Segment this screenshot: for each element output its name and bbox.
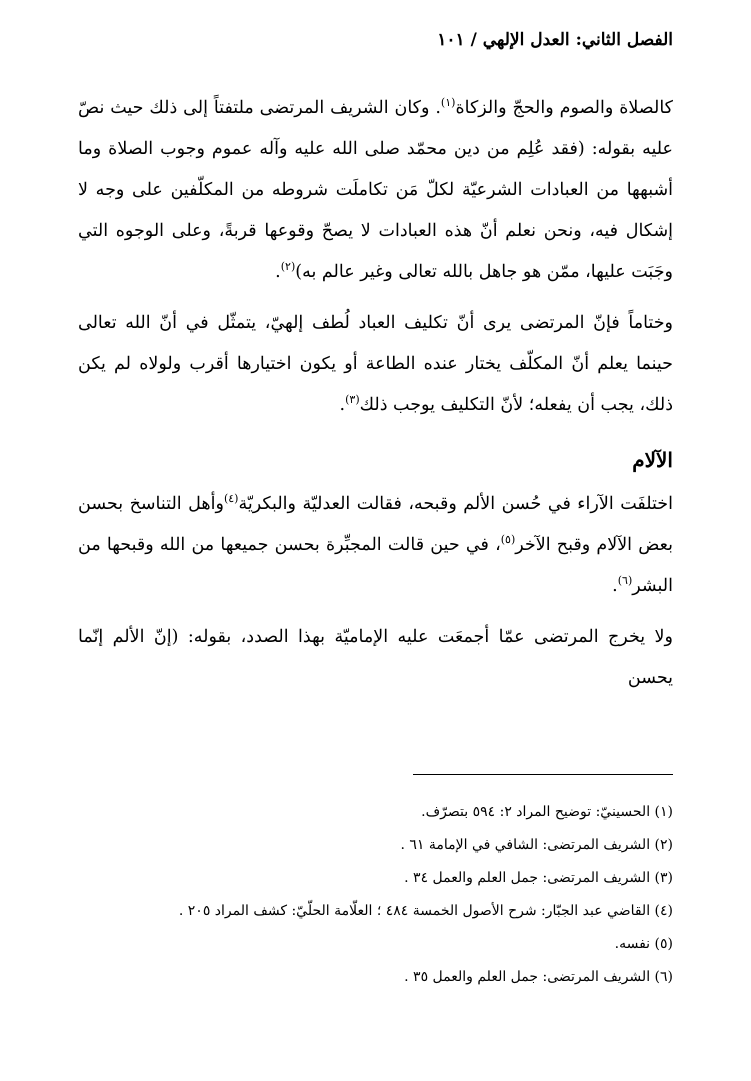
footnote-divider [413, 774, 673, 775]
footnote-1: (١) الحسينيّ: توضيح المراد ٢: ٥٩٤ بتصرّف. [421, 804, 673, 820]
paragraph-3-text-d: . [612, 576, 618, 596]
footnote-3: (٣) الشريف المرتضى: جمل العلم والعمل ٣٤ . [404, 870, 673, 886]
main-text [78, 88, 673, 699]
paragraph-2-text-b: . [339, 395, 346, 415]
paragraph-2 [78, 303, 673, 426]
footnote-2: (٢) الشريف المرتضى: الشافي في الإمامة ٦١ . [400, 837, 673, 853]
footnote-4: (٤) القاضي عبد الجبّار: شرح الأصول الخمسة ٤٨٤ ؛ العلّامة الحلّيّ: كشف المراد ٢٠٥ . [178, 903, 673, 919]
paragraph-1 [78, 88, 673, 293]
footnote-ref-5[interactable]: (٥) [500, 533, 516, 547]
footnote-ref-2[interactable]: (٢) [280, 260, 296, 274]
footnote-ref-4[interactable]: (٤) [223, 492, 239, 506]
footnote-ref-1[interactable]: (١) [440, 96, 456, 110]
footnotes [78, 796, 673, 994]
footnote-ref-6[interactable]: (٦) [617, 574, 633, 588]
footnote-ref-3[interactable]: (٣) [345, 393, 360, 407]
paragraph-3-text-b: وأهل التناسخ بحسن بعض الآلام وقبح الآخر [78, 494, 673, 555]
page-header: الفصل الثاني: العدل الإلهي / ١٠١ [437, 30, 673, 50]
paragraph-3-text-a: اختلفَت الآراء في حُسن الألم وقبحه، فقالت العدليّة والبكريّة [238, 494, 673, 514]
paragraph-1-text-c: . [275, 262, 281, 282]
footnote-6: (٦) الشريف المرتضى: جمل العلم والعمل ٣٥ . [404, 969, 673, 985]
paragraph-1-text-a: كالصلاة والصوم والحجّ والزكاة [455, 98, 673, 118]
paragraph-2-text-a: وختاماً فإنّ المرتضى يرى أنّ تكليف العباد لُطف إلهيّ، يتمثّل في أنّ الله تعالى حينما يعلم أنّ المكلّف يختار عنده الطاعة أو يكون اختيارها أقرب ولولاه لم يكن ذلك، يجب أن يفعله؛ لأنّ التكليف يوجب ذلك [78, 313, 673, 415]
paragraph-3 [78, 484, 673, 607]
paragraph-4-text-a: ولا يخرج المرتضى عمّا أجمعَت عليه الإماميّة بهذا الصدد، بقوله: (إنّ الألم إنّما يحسن [78, 627, 673, 688]
paragraph-3-text-c: ، في حين قالت المجبِّرة بحسن جميعها من الله وقبحها من البشر [78, 535, 673, 596]
section-title: الآلام [632, 448, 673, 472]
paragraph-4 [78, 617, 673, 699]
paragraph-1-text-b: . وكان الشريف المرتضى ملتفتاً إلى ذلك حيث نصّ عليه بقوله: (فقد عُلِم من دين محمّد صلى الله عليه وآله عموم وجوب الصلاة وما أشبهها من العبادات الشرعيّة لكلّ مَن تكاملَت شروطه من المكلّفين على وجه لا إشكال فيه، ونحن نعلم أنّ هذه العبادات لا يصحّ وقوعها قربةً، وعلى الوجوه التي وجَبَت عليها، ممّن هو جاهل بالله تعالى وغير عالم به) [78, 98, 673, 282]
footnote-5: (٥) نفسه. [614, 936, 673, 952]
